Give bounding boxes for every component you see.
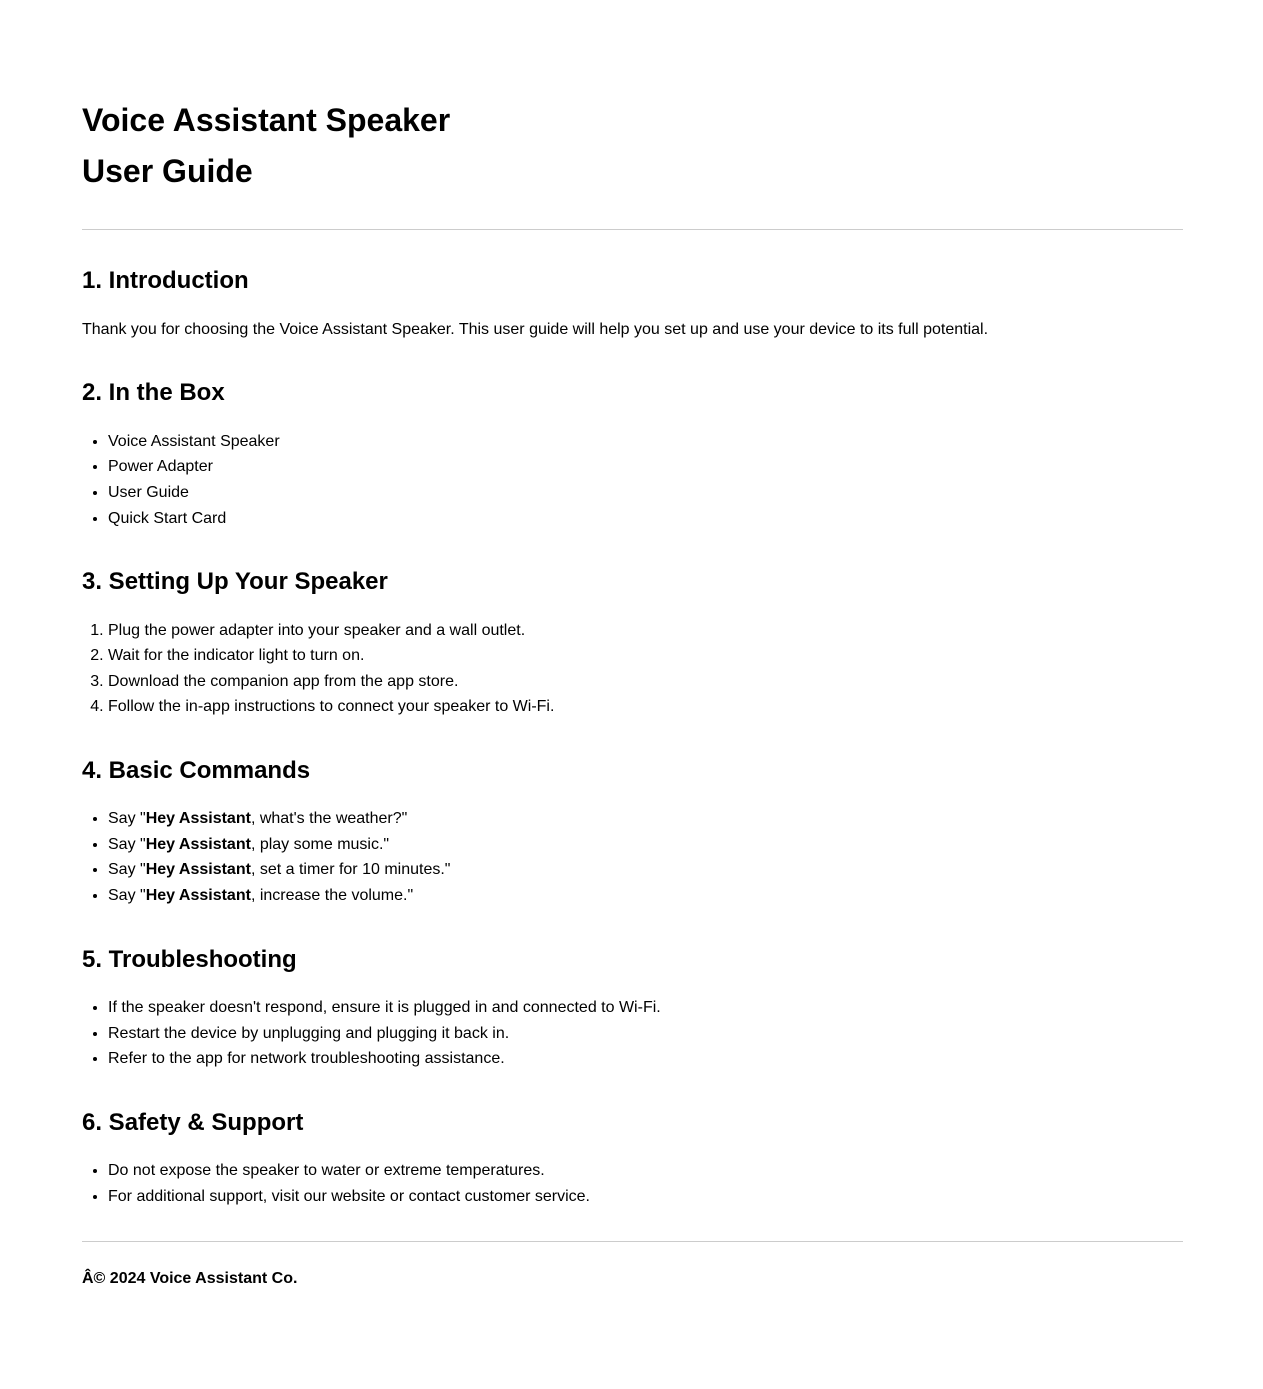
list-item: • Quick Start Card bbox=[108, 506, 1183, 532]
step-item: 3. Download the companion app from the app store. bbox=[108, 669, 1183, 695]
command-wake-phrase: Hey Assistant bbox=[145, 887, 251, 905]
introduction-paragraph: Thank you for choosing the Voice Assistant Speaker. This user guide will help you set up and use your device to its full potential. bbox=[82, 320, 989, 338]
command-suffix: , set a timer for 10 minutes." bbox=[250, 861, 451, 879]
setup-steps-list bbox=[82, 618, 1183, 720]
section-setup bbox=[82, 563, 1183, 720]
bottom-divider bbox=[82, 1241, 1183, 1242]
command-item bbox=[108, 883, 1183, 909]
section-basic-commands bbox=[82, 752, 1183, 909]
list-item: • Restart the device by unplugging and plugging it back in. bbox=[108, 1021, 1183, 1047]
list-item: • User Guide bbox=[108, 480, 1183, 506]
list-item: • Do not expose the speaker to water or extreme temperatures. bbox=[108, 1158, 1183, 1184]
title-line-1: Voice Assistant Speaker bbox=[82, 102, 451, 138]
footer-copyright: Â© 2024 Voice Assistant Co. bbox=[82, 1270, 298, 1288]
section-troubleshooting bbox=[82, 941, 1183, 1072]
command-item bbox=[108, 806, 1183, 832]
command-wake-phrase: Hey Assistant bbox=[145, 810, 251, 828]
command-wake-phrase: Hey Assistant bbox=[145, 835, 251, 853]
command-wake-phrase: Hey Assistant bbox=[145, 861, 251, 879]
section-heading: 5. Troubleshooting bbox=[82, 945, 297, 973]
command-prefix: Say " bbox=[108, 810, 146, 828]
commands-list bbox=[82, 806, 1183, 908]
step-item: 4. Follow the in-app instructions to connect your speaker to Wi-Fi. bbox=[108, 694, 1183, 720]
command-suffix: , play some music." bbox=[250, 835, 390, 853]
page-title bbox=[82, 95, 1183, 197]
command-prefix: Say " bbox=[108, 835, 146, 853]
safety-support-list bbox=[82, 1158, 1183, 1209]
section-heading: 2. In the Box bbox=[82, 379, 225, 407]
command-suffix: , increase the volume." bbox=[250, 887, 414, 905]
troubleshooting-list bbox=[82, 995, 1183, 1072]
list-item: • If the speaker doesn't respond, ensure it is plugged in and connected to Wi-Fi. bbox=[108, 995, 1183, 1021]
command-suffix: , what's the weather?" bbox=[250, 810, 408, 828]
section-safety-support bbox=[82, 1104, 1183, 1210]
section-heading: 3. Setting Up Your Speaker bbox=[82, 568, 388, 596]
section-heading: 1. Introduction bbox=[82, 267, 249, 295]
section-heading: 4. Basic Commands bbox=[82, 756, 311, 784]
title-line-2: User Guide bbox=[82, 153, 253, 190]
list-item: • Refer to the app for network troubleshooting assistance. bbox=[108, 1046, 1183, 1072]
list-item: • For additional support, visit our website or contact customer service. bbox=[108, 1184, 1183, 1210]
section-heading: 6. Safety & Support bbox=[82, 1108, 304, 1136]
section-in-the-box bbox=[82, 374, 1183, 531]
in-the-box-list bbox=[82, 429, 1183, 531]
section-introduction bbox=[82, 262, 1183, 342]
command-prefix: Say " bbox=[108, 861, 146, 879]
command-prefix: Say " bbox=[108, 887, 146, 905]
list-item: • Power Adapter bbox=[108, 454, 1183, 480]
list-item: • Voice Assistant Speaker bbox=[108, 429, 1183, 455]
step-item: 1. Plug the power adapter into your speaker and a wall outlet. bbox=[108, 618, 1183, 644]
step-item: 2. Wait for the indicator light to turn on. bbox=[108, 643, 1183, 669]
command-item bbox=[108, 832, 1183, 858]
top-divider bbox=[82, 229, 1183, 230]
command-item bbox=[108, 857, 1183, 883]
